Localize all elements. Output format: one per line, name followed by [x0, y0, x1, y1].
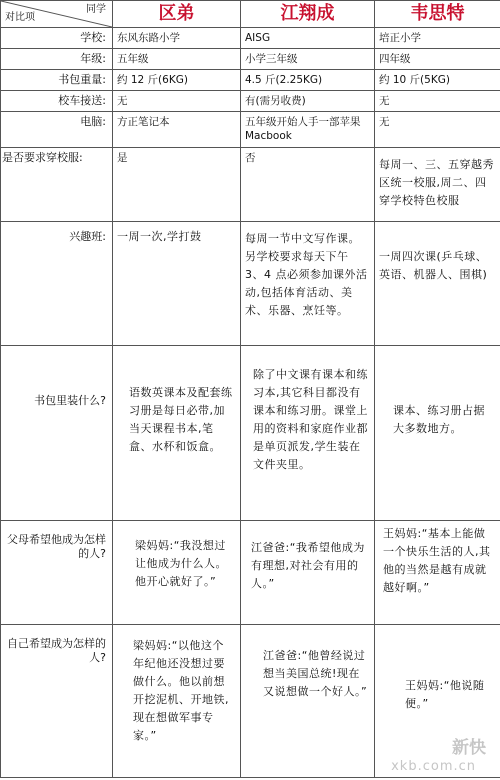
table-row: [1, 346, 500, 521]
table-cell: 梁妈妈:“我没想过让他成为什么人。他开心就好了。”: [113, 521, 241, 625]
table-row: [1, 222, 500, 346]
corner-label-items: 对比项: [5, 12, 35, 23]
table-cell: 无: [375, 112, 500, 148]
table-cell: 王妈妈:“基本上能做一个快乐生活的人,其他的当然是越有成就越好啊。”: [375, 521, 500, 625]
row-label: 校车接送:: [1, 91, 113, 112]
table-cell: 语数英课本及配套练习册是每日必带,加当天课程书本,笔盒、水杯和饭盒。: [113, 346, 241, 521]
row-label: 自己希望成为怎样的人?: [1, 625, 113, 778]
watermark-logo: 新快: [452, 738, 486, 758]
student-name-ou: 区弟: [113, 1, 241, 28]
table-cell: 江爸爸:“我希望他成为有理想,对社会有用的人。”: [241, 521, 375, 625]
row-label: 电脑:: [1, 112, 113, 148]
row-label: 父母希望他成为怎样的人?: [1, 521, 113, 625]
table-cell: 一周一次,学打鼓: [113, 222, 241, 346]
table-cell: 四年级: [375, 49, 500, 70]
table-cell: 东风东路小学: [113, 28, 241, 49]
table-row: [1, 91, 500, 112]
table-row: [1, 112, 500, 148]
table-cell: 江爸爸:“他曾经说过想当美国总统!现在又说想做一个好人。”: [241, 625, 375, 778]
table-cell: 梁妈妈:“以他这个年纪他还没想过要做什么。他以前想开挖泥机、开地铁,现在想做军事专家。”: [113, 625, 241, 778]
watermark-url: xkb.com.cn: [391, 759, 476, 774]
row-label: 书包重量:: [1, 70, 113, 91]
table-cell: 五年级: [113, 49, 241, 70]
table-row: [1, 28, 500, 49]
table-cell: 除了中文课有课本和练习本,其它科目都没有课本和练习册。课堂上用的资料和家庭作业都是单页派发,学生装在文件夹里。: [241, 346, 375, 521]
student-name-wei: 韦思特: [375, 1, 500, 28]
table-cell: 王妈妈:“他说随便。”: [375, 625, 500, 778]
table-cell: 五年级开始人手一部苹果 Macbook: [241, 112, 375, 148]
table-cell: 每周一、三、五穿越秀区统一校服,周二、四穿学校特色校服: [375, 148, 500, 222]
table-cell: 培正小学: [375, 28, 500, 49]
table-cell: 是: [113, 148, 241, 222]
table-cell: 有(需另收费): [241, 91, 375, 112]
table-row: [1, 625, 500, 778]
row-label: 兴趣班:: [1, 222, 113, 346]
row-label: 书包里装什么?: [1, 346, 113, 521]
header-row: [1, 1, 500, 28]
table-cell: 否: [241, 148, 375, 222]
header-corner-cell: [1, 1, 113, 28]
table-row: [1, 70, 500, 91]
row-label: 年级:: [1, 49, 113, 70]
table-row: [1, 521, 500, 625]
table-cell: 课本、练习册占据大多数地方。: [375, 346, 500, 521]
table-cell: 无: [113, 91, 241, 112]
student-name-jiang: 江翔成: [241, 1, 375, 28]
table-row: [1, 49, 500, 70]
table-cell: AISG: [241, 28, 375, 49]
table-cell: 每周一节中文写作课。另学校要求每天下午 3、4 点必须参加课外活动,包括体育活动、美术、乐器、烹饪等。: [241, 222, 375, 346]
table-row: [1, 148, 500, 222]
table-cell: 约 12 斤(6KG): [113, 70, 241, 91]
corner-label-students: 同学: [86, 4, 106, 15]
table-cell: 约 10 斤(5KG): [375, 70, 500, 91]
table-cell: 方正笔记本: [113, 112, 241, 148]
table-cell: 一周四次课(乒乓球、英语、机器人、围棋): [375, 222, 500, 346]
row-label: 学校:: [1, 28, 113, 49]
row-label: 是否要求穿校服:: [1, 148, 113, 222]
table-cell: 无: [375, 91, 500, 112]
table-cell: 小学三年级: [241, 49, 375, 70]
table-cell: 4.5 斤(2.25KG): [241, 70, 375, 91]
